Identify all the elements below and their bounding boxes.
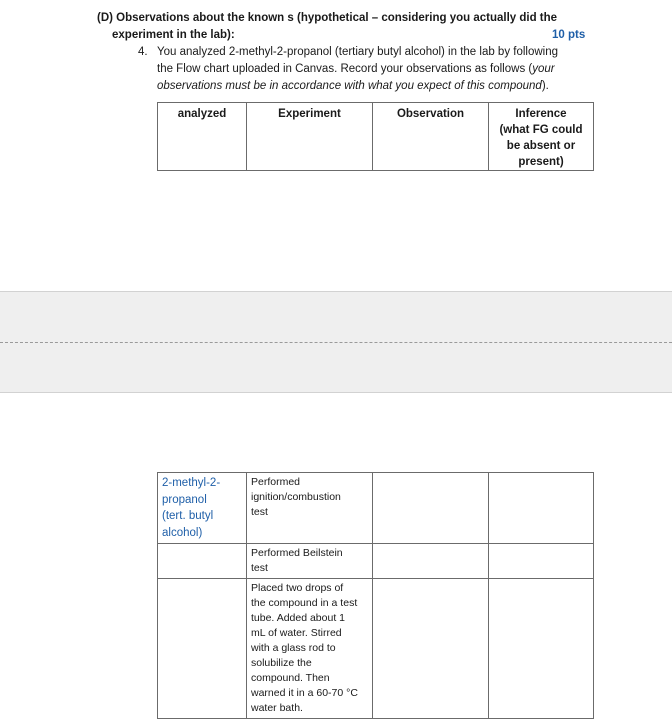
section-heading-line2: experiment in the lab): [112, 29, 235, 41]
cell-experiment: Performed Beilstein test [247, 544, 373, 579]
question-text-line1: You analyzed 2-methyl-2-propanol (tertiary butyl alcohol) in the lab by following [157, 46, 559, 58]
observations-header-table [157, 102, 594, 171]
header-observation: Observation [373, 103, 489, 171]
cell-compound [158, 544, 247, 579]
points-label: 10 pts [552, 29, 586, 41]
question-text-line2 [157, 61, 555, 77]
question-text-line3-italic: observations must be in accordance with what you expect of this compound [157, 80, 542, 92]
question-text-line3-end: ). [541, 80, 549, 92]
cell-inference[interactable] [489, 579, 594, 719]
cell-inference[interactable] [489, 544, 594, 579]
observations-table [157, 472, 594, 719]
question-text-line3 [157, 78, 549, 94]
question-number: 4. [138, 46, 148, 58]
section-heading: (D) Observations about the known s (hypothetical – considering you actually did the [97, 12, 558, 24]
cell-experiment: Performed ignition/combustion test [247, 473, 373, 544]
cell-compound: 2-methyl-2- propanol (tert. butyl alcohol) [158, 473, 247, 544]
table-row [158, 473, 594, 544]
question-text-line2-normal: the Flow chart uploaded in Canvas. Record your observations as follows ( [157, 63, 533, 75]
cell-inference[interactable] [489, 473, 594, 544]
question-text-line2-italic: your [532, 63, 555, 75]
cell-observation[interactable] [373, 473, 489, 544]
cell-experiment: Placed two drops of the compound in a test tube. Added about 1 mL of water. Stirred with a glass rod to solubilize the compound. Then warned it in a 60-70 °C water bath. [247, 579, 373, 719]
page-break-line [0, 342, 672, 343]
cell-observation[interactable] [373, 579, 489, 719]
cell-compound [158, 579, 247, 719]
table-row [158, 579, 594, 719]
header-analyzed: analyzed [158, 103, 247, 171]
page-break-band [0, 291, 672, 393]
table-row [158, 544, 594, 579]
cell-observation[interactable] [373, 544, 489, 579]
header-inference: Inference (what FG could be absent or present) [489, 103, 594, 171]
header-experiment: Experiment [247, 103, 373, 171]
